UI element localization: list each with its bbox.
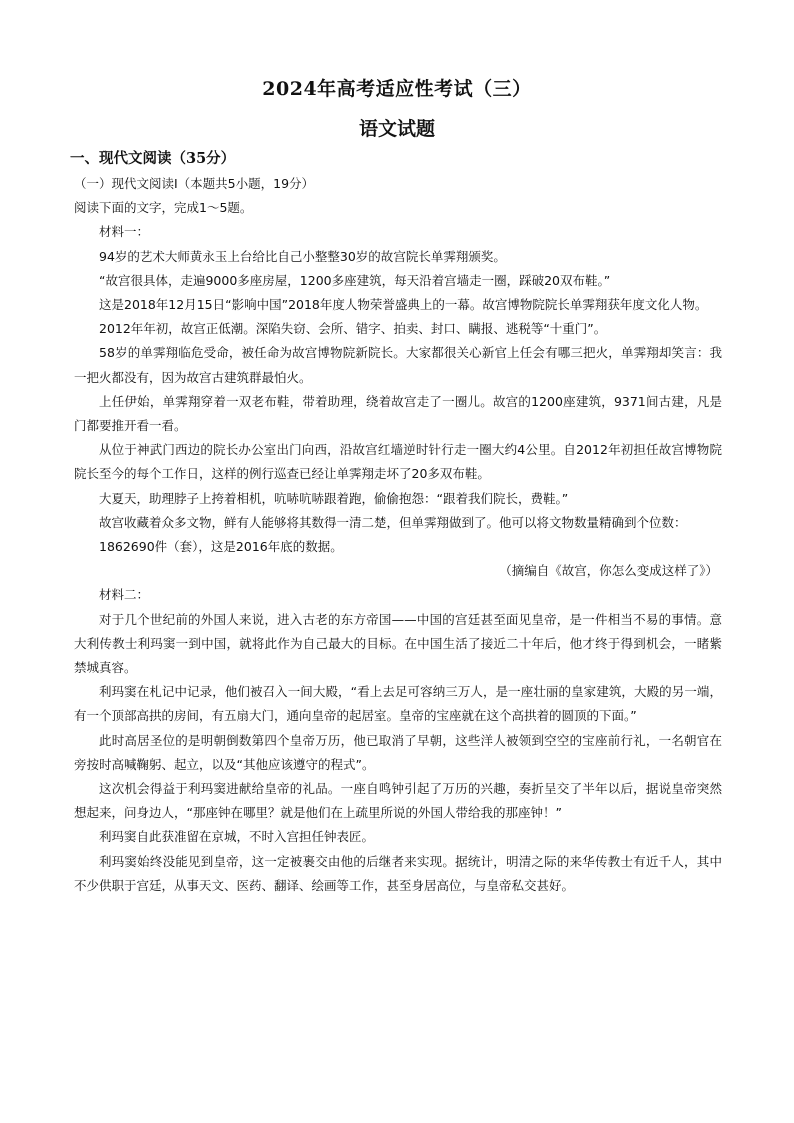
material-paragraph: “故宫很具体，走遍9000多座房屋，1200多座建筑，每天沿着宫墙走一圈，踩破20双布鞋。” — [99, 272, 611, 288]
material-paragraph: 这是2018年12月15日“影响中国”2018年度人物荣誉盛典上的一幕。故宫博物院院长单霁翔获年度文化人物。 — [99, 297, 708, 313]
material-source: （摘编自《故宫，你怎么变成这样了》） — [499, 563, 718, 579]
subsection-heading: （一）现代文阅读Ⅰ（本题共5小题，19分） — [74, 176, 315, 191]
material-label: 材料一： — [99, 224, 150, 240]
material-paragraph: 94岁的艺术大师黄永玉上台给比自己小整整30岁的故宫院长单霁翔颁奖。 — [99, 248, 506, 264]
subject-title: 语文试题 — [358, 118, 435, 140]
material-paragraph: 从位于神武门西边的院长办公室出门向西，沿故宫红墙逆时针行走一圈大约4公里。自2012年初担任故宫博物院院长至今的每个工作日，这样的例行巡查已经让单霁翔走坏了20多双布鞋。 — [74, 442, 722, 482]
material-label: 材料二： — [99, 587, 150, 603]
material-paragraph: 利玛窦自此获准留在京城，不时入宫担任钟表匠。 — [99, 829, 375, 845]
reading-instruction: 阅读下面的文字，完成1～5题。 — [74, 200, 253, 216]
material-paragraph: 58岁的单霁翔临危受命，被任命为故宫博物院新院长。大家都很关心新官上任会有哪三把火，单霁翔却笑言：我一把火都没有，因为故宫古建筑群最怕火。 — [74, 345, 722, 385]
material-paragraph: 大夏天，助理脖子上挎着相机，吭哧吭哧跟着跑，偷偷抱怨：“跟着我们院长，费鞋。” — [99, 490, 569, 506]
material-paragraph: 利玛窦始终没能见到皇帝，这一定被裹交由他的后继者来实现。据统计，明清之际的来华传教士有近千人，其中不少供职于宫廷，从事天文、医药、翻译、绘画等工作，甚至身居高位，与皇帝私交甚好。 — [74, 853, 722, 893]
material-paragraph: 上任伊始，单霁翔穿着一双老布鞋，带着助理，绕着故宫走了一圈儿。故宫的1200座建筑，9371间古建，凡是门都要推开看一看。 — [74, 393, 723, 434]
exam-title: 2024年高考适应性考试（三） — [262, 78, 532, 100]
material-paragraph: 此时高居圣位的是明朝倒数第四个皇帝万历，他已取消了早朝，这些洋人被领到空空的宝座前行礼，一名朝官在旁按时高喊鞠躬、起立，以及“其他应该遵守的程式”。 — [74, 732, 722, 772]
material-paragraph: 2012年年初，故宫正低潮。深陷失窃、会所、错字、拍卖、封口、瞒报、逃税等“十重门”。 — [99, 321, 607, 337]
material-paragraph: 利玛窦在札记中记录，他们被召入一间大殿，“看上去足可容纳三万人，是一座壮丽的皇家建筑，大殿的另一端，有一个顶部高拱的房间，有五扇大门，通向皇帝的起居室。皇帝的宝座就在这个高拱着的圆顶的下面。” — [74, 684, 722, 724]
material-paragraph: 这次机会得益于利玛窦进献给皇帝的礼品。一座自鸣钟引起了万历的兴趣，奏折呈交了半年以后，据说皇帝突然想起来，问身边人，“那座钟在哪里？就是他们在上疏里所说的外国人带给我的那座钟！” — [74, 781, 722, 821]
material-paragraph: 对于几个世纪前的外国人来说，进入古老的东方帝国——中国的宫廷甚至面见皇帝，是一件相当不易的事情。意大利传教士利玛窦一到中国，就将此作为自己最大的目标。在中国生活了接近二十年后，他才终于得到机会，一睹紫禁城真容。 — [74, 611, 722, 676]
material-paragraph: 1862690件（套），这是2016年底的数据。 — [99, 539, 343, 555]
material-paragraph: 故宫收藏着众多文物，鲜有人能够将其数得一清二楚，但单霁翔做到了。他可以将文物数量精确到个位数： — [99, 514, 687, 530]
reading-content — [74, 172, 722, 898]
section-heading: 一、现代文阅读（35分） — [70, 150, 236, 167]
